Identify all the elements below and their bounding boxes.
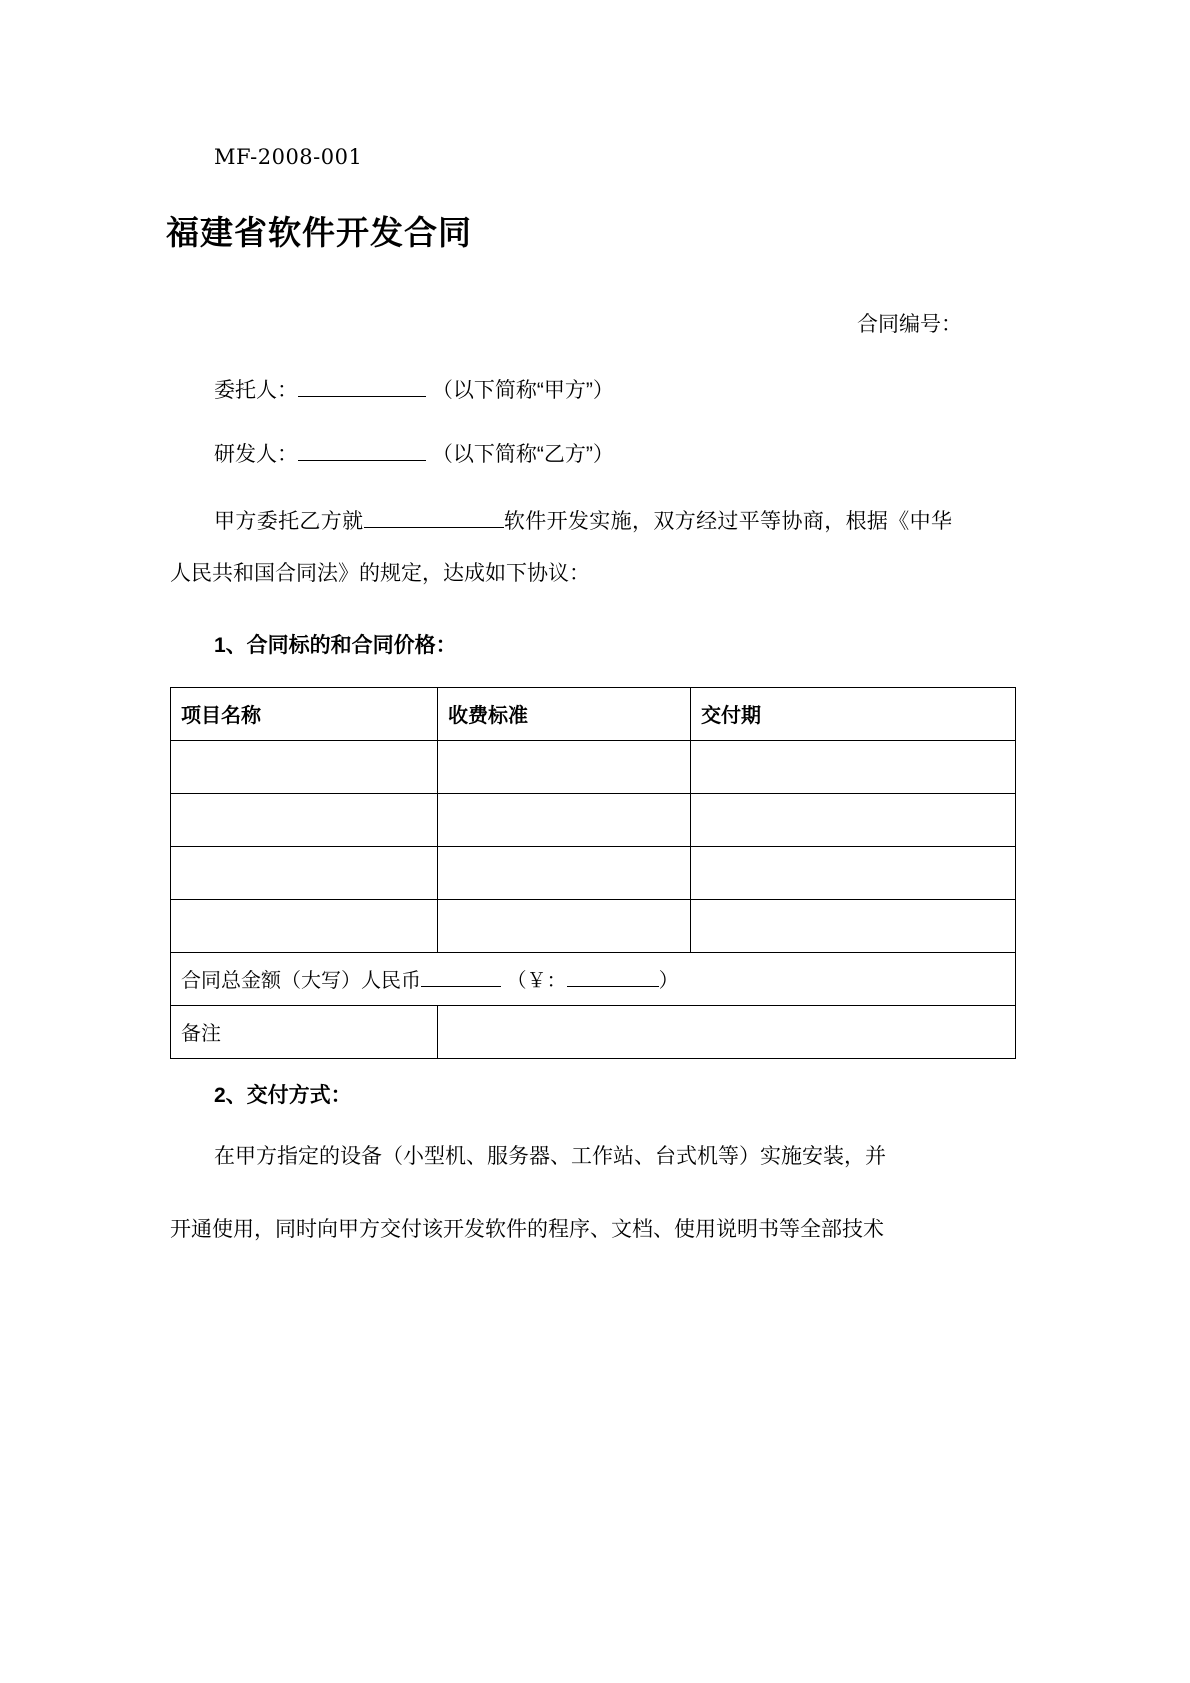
preamble-law-line: 《中华人民共和国合同法》的规定，达成如下协议： bbox=[170, 510, 953, 585]
preamble-project-blank[interactable] bbox=[364, 527, 504, 528]
section-2-body-line-1: 在甲方指定的设备（小型机、服务器、工作站、台式机等）实施安装，并 bbox=[214, 1144, 886, 1168]
preamble-text-after-blank: 软件开发实施，双方经过平等协商，根据 bbox=[503, 510, 889, 534]
table-total-row bbox=[171, 952, 1016, 1005]
remark-value[interactable] bbox=[438, 1005, 1016, 1058]
party-alias-client: （以下简称“甲方”） bbox=[431, 379, 614, 403]
table-header-project-name: 项目名称 bbox=[171, 687, 438, 740]
cell-project-name[interactable] bbox=[171, 846, 438, 899]
table-row bbox=[171, 899, 1016, 952]
party-value-client-blank[interactable] bbox=[298, 396, 426, 397]
preamble-paragraph bbox=[170, 496, 952, 599]
preamble-text-before-blank: 甲方委托乙方就 bbox=[214, 510, 364, 534]
total-amount-suffix: ） bbox=[658, 970, 679, 993]
cell-delivery-date[interactable] bbox=[691, 846, 1016, 899]
contract-items-table bbox=[170, 687, 1016, 1059]
section-heading-2: 2、交付方式： bbox=[214, 1083, 352, 1107]
table-header-fee-standard: 收费标准 bbox=[438, 687, 691, 740]
party-row-client bbox=[214, 375, 952, 407]
section-heading-1: 1、合同标的和合同价格： bbox=[214, 634, 457, 658]
total-amount-cell bbox=[171, 952, 1016, 1005]
total-amount-words-blank[interactable] bbox=[421, 986, 501, 987]
cell-project-name[interactable] bbox=[171, 740, 438, 793]
party-label-client: 委托人： bbox=[214, 379, 298, 403]
party-alias-developer: （以下简称“乙方”） bbox=[431, 442, 614, 466]
total-amount-figures-blank[interactable] bbox=[567, 986, 659, 987]
cell-fee-standard[interactable] bbox=[438, 793, 691, 846]
table-header-row bbox=[171, 687, 1016, 740]
party-value-developer-blank[interactable] bbox=[298, 460, 426, 461]
document-code: MF-2008-001 bbox=[214, 145, 363, 169]
party-label-developer: 研发人： bbox=[214, 442, 298, 466]
table-row bbox=[171, 793, 1016, 846]
cell-project-name[interactable] bbox=[171, 793, 438, 846]
cell-fee-standard[interactable] bbox=[438, 740, 691, 793]
cell-project-name[interactable] bbox=[171, 899, 438, 952]
cell-delivery-date[interactable] bbox=[691, 740, 1016, 793]
page-title: 福建省软件开发合同 bbox=[166, 214, 472, 252]
table-header-delivery-date: 交付期 bbox=[691, 687, 1016, 740]
section-2-body-line-2: 开通使用，同时向甲方交付该开发软件的程序、文档、使用说明书等全部技术 bbox=[170, 1218, 884, 1242]
contract-number-label: 合同编号： bbox=[857, 313, 962, 337]
document-content bbox=[166, 0, 962, 1278]
table-row bbox=[171, 846, 1016, 899]
table-remark-row bbox=[171, 1005, 1016, 1058]
cell-delivery-date[interactable] bbox=[691, 793, 1016, 846]
total-amount-prefix: 合同总金额（大写）人民币 bbox=[181, 970, 421, 993]
remark-label: 备注 bbox=[171, 1005, 438, 1058]
total-amount-middle: （￥： bbox=[506, 970, 567, 993]
cell-delivery-date[interactable] bbox=[691, 899, 1016, 952]
cell-fee-standard[interactable] bbox=[438, 846, 691, 899]
table-row bbox=[171, 740, 1016, 793]
cell-fee-standard[interactable] bbox=[438, 899, 691, 952]
party-row-developer bbox=[214, 439, 952, 471]
